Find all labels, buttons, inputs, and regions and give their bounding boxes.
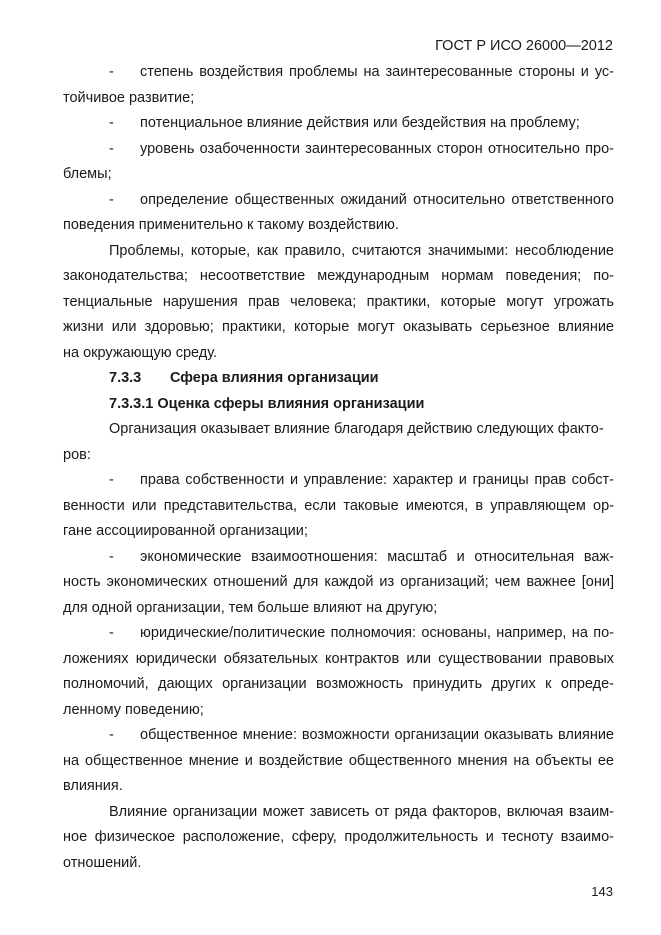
page-number: 143	[591, 884, 613, 899]
document-header: ГОСТ Р ИСО 26000—2012	[435, 38, 613, 54]
text-line: блемы;	[63, 166, 112, 182]
document-body	[63, 60, 614, 876]
text-line	[63, 111, 614, 137]
text-line: поведения применительно к такому воздействию.	[63, 217, 399, 233]
text-line: полномочий, дающих организации возможность принудить других к опреде-	[63, 676, 614, 692]
text-line	[63, 239, 614, 265]
text-line	[63, 188, 614, 214]
bullet-marker: -	[109, 472, 114, 488]
paragraph-first-line: Влияние организации может зависеть от ряда факторов, включая взаим-	[109, 803, 614, 820]
text-line: влияния.	[63, 778, 123, 794]
text-line: ленному поведению;	[63, 701, 204, 718]
text-line	[63, 545, 614, 571]
text-line: ров:	[63, 446, 91, 463]
bullet-text: потенциальное влияние действия или бездействия на проблему;	[140, 115, 580, 131]
section-heading	[63, 366, 614, 392]
bullet-text: определение общественных ожиданий относительно ответственного	[140, 191, 614, 208]
text-line: ное физическое расположение, сферу, продолжительность и тесноту взаимо-	[63, 829, 614, 845]
text-line	[63, 468, 614, 494]
bullet-marker: -	[109, 115, 114, 131]
text-line: тойчивое развитие;	[63, 89, 195, 106]
bullet-text: общественное мнение: возможности организации оказывать влияние	[140, 727, 614, 743]
text-line: законодательства; несоответствие международным нормам поведения; по-	[63, 268, 614, 284]
text-line	[63, 417, 614, 443]
text-line	[63, 137, 614, 163]
bullet-text: юридические/политические полномочия: основаны, например, на по-	[140, 625, 614, 641]
text-line: гане ассоциированной организации;	[63, 523, 308, 539]
bullet-marker: -	[109, 548, 114, 565]
text-line	[63, 800, 614, 826]
text-line: жизни или здоровью; практики, которые могут оказывать серьезное влияние	[63, 319, 614, 335]
text-line: на общественное мнение и воздействие общественного мнения на объекты ее	[63, 752, 614, 769]
bullet-marker: -	[109, 625, 114, 641]
text-line: ложениях юридически обязательных контрактов или существовании правовых	[63, 650, 614, 667]
text-line	[63, 60, 614, 86]
bullet-marker: -	[109, 191, 114, 208]
paragraph-first-line: Проблемы, которые, как правило, считаются значимыми: несоблюдение	[109, 242, 614, 259]
bullet-text: права собственности и управление: характер и границы прав собст-	[140, 472, 614, 488]
text-line: для одной организации, тем больше влияют на другую;	[63, 599, 438, 616]
bullet-marker: -	[109, 727, 114, 743]
bullet-text: степень воздействия проблемы на заинтересованные стороны и ус-	[140, 64, 614, 80]
bullet-text: экономические взаимоотношения: масштаб и относительная важ-	[140, 548, 614, 565]
text-line: тенциальные нарушения прав человека; практики, которые могут угрожать	[63, 293, 614, 310]
text-line: венности или представительства, если таковые имеются, в управляющем ор-	[63, 497, 614, 514]
text-line	[63, 723, 614, 749]
section-title: Сфера влияния организации	[170, 370, 379, 386]
text-line: на окружающую среду.	[63, 344, 218, 361]
subsection-heading: 7.3.3.1 Оценка сферы влияния организации	[109, 395, 425, 412]
bullet-marker: -	[109, 140, 114, 157]
text-line: ность экономических отношений для каждой из организаций; чем важнее [они]	[63, 574, 614, 590]
bullet-marker: -	[109, 64, 114, 80]
text-line	[63, 621, 614, 647]
bullet-text: уровень озабоченности заинтересованных сторон относительно про-	[140, 140, 614, 157]
section-number: 7.3.3	[109, 370, 142, 386]
text-line: отношений.	[63, 854, 142, 871]
paragraph-first-line: Организация оказывает влияние благодаря действию следующих факто-	[109, 421, 604, 437]
